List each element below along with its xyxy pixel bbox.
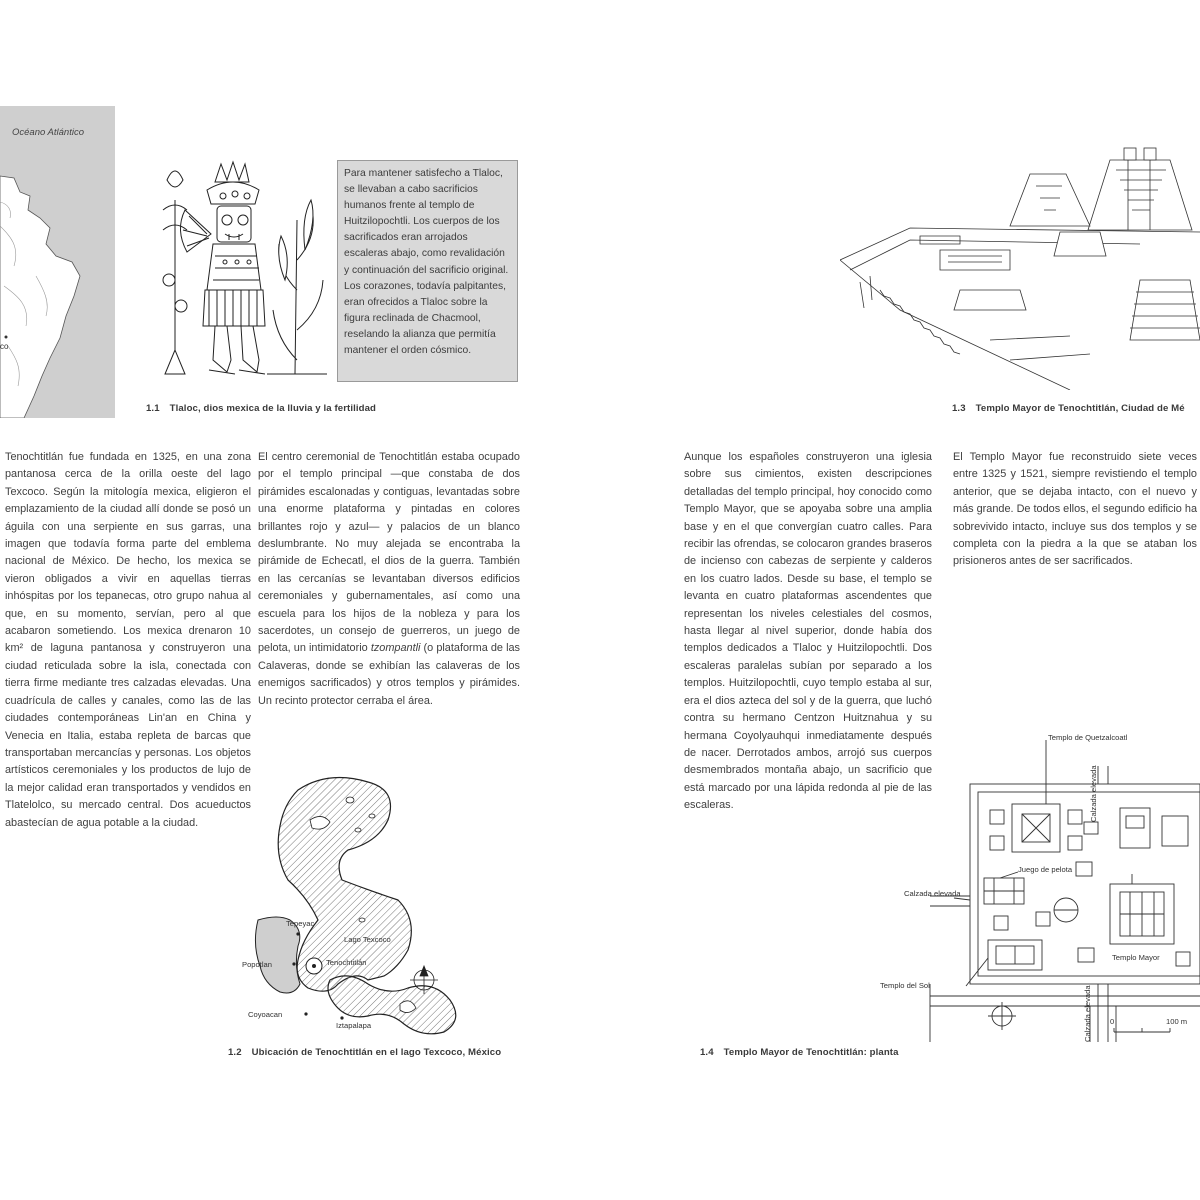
label-iztapalapa: Iztapalapa	[336, 1021, 372, 1030]
paragraph: Aunque los españoles construyeron una iglesia sobre sus cimientos, existen descripciones detalladas del templo principal, hoy conocido como Templo Mayor, que se apoyaba sobre una amplia base y en el que convergían cuatro calles. Para recibir las ofrendas, se colocaron grandes braseros de incienso con cabezas de serpiente y calderos en los cuatro lados. Desde su base, el templo se levanta en cuatro plataformas ascendentes que representan los niveles celestiales del cosmos, hasta llegar al nivel superior, donde había dos templos dedicados a Tlaloc y Huitzilopochtli. Dos escaleras paralelas subían por separado a los templos. Huitzilopochtli, cuyo templo estaba al sur, era el dios azteca del sol y de la guerra, que luchó contra su hermano Centzon Huitznahua y su hermana Coyolyauhqui inmediatamente después de nacer. Derrotados ambos, arrojó sus cuerpos desmembrados montaña abajo, un sacrificio que está marcado por una lápida redonda al pie de las escaleras.	[684, 451, 932, 812]
label-tepeyac: Tepeyac	[286, 919, 315, 928]
label-lago-texcoco: Lago Texcoco	[344, 935, 391, 944]
figure-1-2-caption	[228, 1047, 501, 1058]
caption-text: Templo Mayor de Tenochtitlán: planta	[723, 1047, 899, 1058]
figure-1-1-caption	[146, 403, 376, 414]
figure-number: 1.4	[700, 1047, 714, 1058]
label-templo-sol: Templo del Sol	[880, 981, 930, 990]
tlaloc-illustration	[145, 160, 335, 385]
tlaloc-callout-box	[337, 160, 518, 382]
label-popotlan: Popotlan	[242, 960, 272, 969]
coastline-map-drawing	[0, 106, 115, 418]
label-calzada-elevada-top: Calzada elevada	[1089, 765, 1098, 822]
paragraph: El Templo Mayor fue reconstruido siete veces entre 1325 y 1521, siempre revistiendo el templo anterior, que se dejaba intacto, con el nuevo y más grande. De todos ellos, el segundo edificio ha sobrevivido intacto, incluye sus dos templos y se completa con la piedra a la que se ataban los prisioneros antes de ser sacrificados.	[953, 451, 1197, 568]
city-label-fragment: co	[0, 342, 9, 351]
label-coyoacan: Coyoacan	[248, 1010, 283, 1019]
label-scale-100m: 100 m	[1166, 1017, 1188, 1026]
paragraph	[258, 449, 520, 710]
figure-number: 1.1	[146, 403, 160, 414]
text-column-4	[953, 449, 1197, 571]
paragraph: Tenochtitlán fue fundada en 1325, en una zona pantanosa cerca de la orilla oeste del lago Texcoco. Según la mitología mexica, eligieron el emplazamiento de la ciudad allí donde se posó un águila con una serpiente en sus garras, una imagen que todavía forma parte del emblema nacional de México. De hecho, los mexica se vieron obligados a vivir en aquellas tierras inhóspitas por los tepanecas, otro grupo nahua al que, en su momento, servían, pero al que acabaron sometiendo. Los mexica drenaron 10 km² de laguna pantanosa y construyeron una ciudad reticulada sobre la isla, conectada con tierra firme mediante tres calzadas elevadas. Una cuadrícula de calles y canales, como las de las ciudades contemporáneas Lin'an en China y Venecia en Italia, estaba repleta de barcas que transportaban mercancías y personas. Los objetos artísticos ceremoniales y los productos de lujo de la mejor calidad eran transportados y vendidos en Tlatelolco, su mercado central. Dos acueductos abastecían de agua potable a la ciudad.	[5, 451, 251, 829]
caption-text: Templo Mayor de Tenochtitlán, Ciudad de Mé	[975, 403, 1185, 414]
label-templo-quetzalcoatl: Templo de Quetzalcoatl	[1048, 733, 1128, 742]
callout-text: Para mantener satisfecho a Tlaloc, se llevaban a cabo sacrificios humanos frente al templo de Huitzilopochtli. Los cuerpos de los sacrificados eran arrojados escaleras abajo, como revalidación y continuación del sacrificio original. Los corazones, todavía palpitantes, eran ofrecidos a Tlaloc sobre la figura reclinada de Chacmool, reselando la alianza que permitía mantener el orden cósmico.	[344, 168, 509, 357]
templo-mayor-perspective-drawing	[840, 140, 1200, 390]
label-templo-mayor: Templo Mayor	[1112, 953, 1160, 962]
lago-texcoco-map	[238, 770, 478, 1040]
figure-number: 1.3	[952, 403, 966, 414]
label-tenochtitlan: Tenochtitlán	[326, 958, 367, 967]
templo-mayor-plan-drawing	[870, 726, 1200, 1042]
ocean-label: Océano Atlántico	[12, 127, 84, 138]
figure-number: 1.2	[228, 1047, 242, 1058]
label-juego-pelota: Juego de pelota	[1018, 865, 1073, 874]
regional-map	[0, 106, 115, 418]
figure-1-3-caption	[952, 403, 1185, 414]
caption-text: Ubicación de Tenochtitlán en el lago Texcoco, México	[251, 1047, 502, 1058]
text-column-1	[5, 449, 251, 832]
caption-text: Tlaloc, dios mexica de la lluvia y la fertilidad	[169, 403, 376, 414]
label-calzada-elevada: Calzada elevada	[904, 889, 961, 898]
label-calzada-elevada-bottom: Calzada elevada	[1083, 985, 1092, 1042]
label-scale-zero: 0	[1110, 1017, 1115, 1026]
paragraph-part: El centro ceremonial de Tenochtitlán estaba ocupado por el templo principal —que constaba de dos pirámides escalonadas y contiguas, levantadas sobre una enorme plataforma y pintadas en colores brillantes rojo y azul— y palacios de un blanco deslumbrante. No muy alejada se encontraba la pirámide de Echecatl, el dios de la guerra. También en las cercanías se levantaban diversos edificios ceremoniales y gubernamentales, así como una escuela para los hijos de la nobleza y para los sacerdotes, un consejo de guerreros, un juego de pelota, un intimidatorio	[258, 451, 520, 655]
text-column-2	[258, 449, 520, 710]
figure-1-4-caption	[700, 1047, 899, 1058]
paragraph-part: (o plataforma de las Calaveras, donde se exhibían las calaveras de los enemigos sacrificados) y otros templos y pirámides. Un recinto protector cerraba el área.	[258, 642, 520, 707]
italic-term: tzompantli	[370, 642, 421, 655]
